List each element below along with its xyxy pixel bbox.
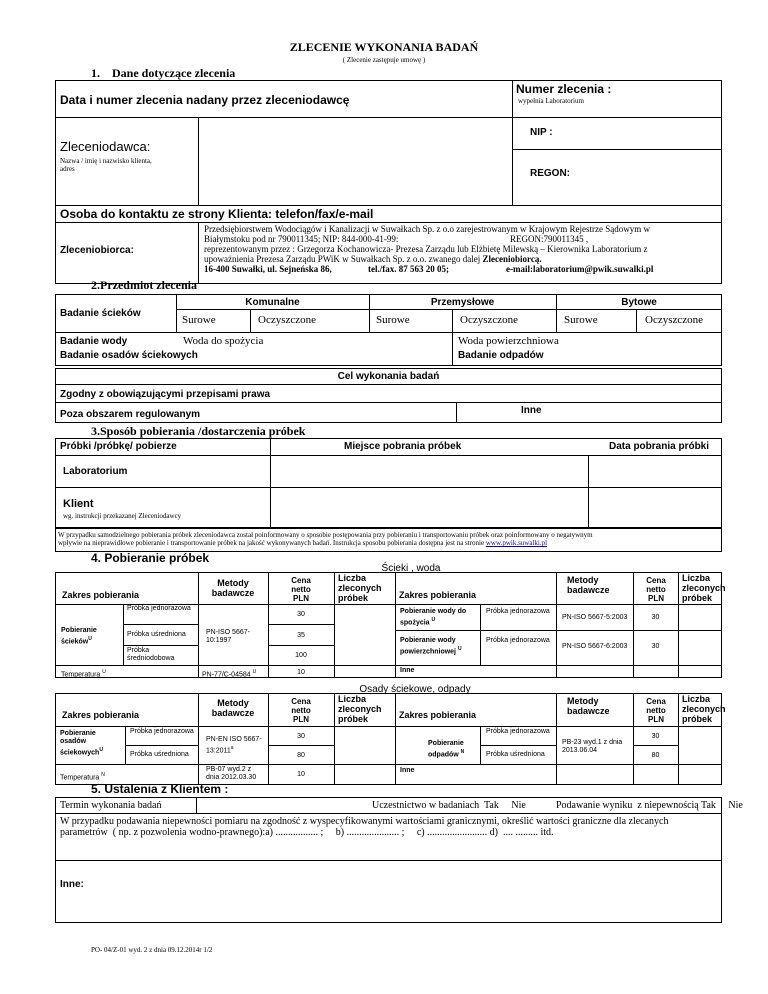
- zb-line1: Przedsiębiorstwem Wodociągów i Kanalizacji w Suwałkach Sp. z o.o zarejestrowanym w Krajowym Rejestrze Sądowym w: [204, 224, 650, 234]
- scieki-cena-sred: 100: [295, 652, 307, 659]
- pobierze-header: Próbki /próbkę/ pobierze: [60, 441, 177, 452]
- pobieranie-sciekow-label: Pobieranie ścieków$^U$: [61, 627, 97, 646]
- laboratorium-option[interactable]: Laboratorium: [63, 466, 128, 477]
- temperatura-label-1: Temperatura $^U$: [61, 669, 106, 679]
- pobieranie-sciekow-text: Pobieranie ścieków: [61, 627, 97, 646]
- komunalne-oczyszczone[interactable]: Oczyszczone: [258, 314, 317, 326]
- bytowe-surowe[interactable]: Surowe: [564, 314, 598, 326]
- badanie-wody-label: Badanie wody: [60, 336, 128, 347]
- zb-line5: [204, 264, 720, 274]
- pobieranie-osadow-text: Pobieranie osadów ściekowych: [60, 730, 100, 757]
- woda-spozycia-probka[interactable]: Próbka jednorazowa: [486, 608, 550, 615]
- info-line2: [58, 539, 718, 547]
- przemyslowe-oczyszczone[interactable]: Oczyszczone: [460, 314, 519, 326]
- miejsce-header: Miejsce pobrania próbek: [344, 441, 462, 452]
- data-numer-label: Data i numer zlecenia nadany przez zleceniodawcę: [60, 93, 350, 107]
- inne-notes-label: Inne:: [60, 879, 84, 890]
- zb-line2: [204, 234, 720, 244]
- woda-pow-probka[interactable]: Próbka jednorazowa: [486, 637, 550, 644]
- cena-header-3: Cena netto PLN: [291, 697, 311, 724]
- odpady-probka-usredniona[interactable]: Próbka uśredniona: [486, 751, 545, 758]
- zb-nip: ; NIP: 844-000-41-99:: [317, 234, 399, 244]
- zb-line4: upoważnienia Prezesa Zarządu PWiK w Suwałkach Sp. z o.o. zwanego dalej Zleceniobiorcą.: [204, 254, 542, 264]
- badanie-odpadow-option[interactable]: Badanie odpadów: [458, 350, 544, 361]
- section2-heading: 2.Przedmiot zlecenia: [91, 278, 197, 292]
- wody-pow-label: Pobieranie wody powierzchniowej $^U$: [400, 637, 462, 656]
- zb-upowaznienie: upoważnienia Prezesa Zarządu PWiK w Suwałkach Sp. z o.o. zwanego dalej: [204, 254, 483, 264]
- wody-pow-text: Pobieranie wody powierzchniowej: [400, 637, 457, 656]
- metody-header-3: Metody badawcze: [211, 698, 255, 718]
- data-pobrania-header: Data pobrania próbki: [609, 441, 710, 452]
- badanie-sciekow-label: Badanie ścieków: [60, 308, 141, 319]
- form-footer: PO- 04/Z-01 wyd. 2 z dnia 09.12.2014r 1/2: [91, 946, 213, 954]
- bytowe-oczyszczone[interactable]: Oczyszczone: [645, 314, 704, 326]
- klient-sub: wg. instrukcji przekazanej Zleceniodawcy: [63, 512, 182, 520]
- scieki-probka-jednorazowa[interactable]: Próbka jednorazowa: [127, 605, 191, 612]
- inne-label-2: Inne: [400, 767, 415, 774]
- para-line1: W przypadku podawania niepewności pomiaru na zgodność z wyspecyfikowanymi wartościami granicznymi, określić wartości graniczne dla zlecanych: [60, 816, 669, 827]
- temperatura-label-2: Temperatura $^N$: [60, 772, 105, 782]
- temperatura-metoda-1: PN-77/C-04584 $^U$: [202, 669, 257, 679]
- info-line1: W przypadku samodzielnego pobierania próbek zleceniodawca został poinformowany o sposobie postępowania przy pobieraniu i transportowaniu próbek oraz poinformowany o negatywnym: [58, 531, 593, 539]
- metody-header-1: Metody badawcze: [211, 578, 255, 598]
- przemyslowe-header: Przemysłowe: [430, 297, 495, 308]
- wody-spozycia-label: Pobieranie wody do spożycia $^U$: [400, 608, 467, 627]
- zb-email: e-mail:laboratorium@pwik.suwalki.pl: [506, 264, 654, 274]
- osoba-kontakt-label: Osoba do kontaktu ze strony Klienta: telefon/fax/e-mail: [60, 207, 374, 221]
- zakres-header-3: Zakres pobierania: [62, 710, 140, 720]
- osady-cena-usr: 80: [297, 752, 305, 759]
- cena-header-1: Cena netto PLN: [291, 576, 311, 603]
- zakres-header-2: Zakres pobierania: [399, 590, 477, 600]
- scieki-cena-usr: 35: [297, 632, 305, 639]
- metody-header-4: Metody badawcze: [567, 696, 610, 716]
- liczba-header-3: Liczba zleconych próbek: [338, 694, 382, 724]
- zb-address: 16-400 Suwałki, ul. Sejneńska 86,: [204, 264, 332, 274]
- cena-header-2: Cena netto PLN: [646, 576, 666, 603]
- liczba-header-4: Liczba zleconych próbek: [682, 694, 726, 724]
- temperatura-text-1: Temperatura: [61, 671, 101, 679]
- zleceniobiorca-label: Zleceniobiorca:: [60, 245, 134, 256]
- info-text: [58, 531, 718, 547]
- woda-do-spozycia-option[interactable]: Woda do spożycia: [183, 335, 264, 347]
- section4-heading: 4. Pobieranie próbek: [91, 551, 210, 565]
- cena-header-4: Cena netto PLN: [646, 697, 666, 724]
- zleceniodawca-sub2: adres: [60, 165, 75, 173]
- section3-heading: 3.Sposób pobierania /dostarczenia próbek: [91, 424, 306, 438]
- temperatura-cena-2: 10: [297, 771, 305, 778]
- document-subtitle: ( Zlecenie zastępuje umowę ): [342, 56, 426, 64]
- cel-inne-option[interactable]: Inne: [521, 405, 542, 416]
- badanie-osadow-option[interactable]: Badanie osadów ściekowych: [60, 350, 198, 361]
- document-title: ZLECENIE WYKONANIA BADAŃ: [289, 40, 479, 54]
- section1-heading: 1. Dane dotyczące zlecenia: [91, 66, 236, 80]
- section5-heading: 5. Ustalenia z Klientem :: [91, 782, 229, 796]
- woda-spozycia-metoda: PN-ISO 5667-5:2003: [562, 614, 628, 621]
- info-line2-text: wpływie na nieprawidłowe pobieranie i transportowanie próbek na jakość wykonywanych badań. Instrukcja sposobu pobierania dostępna jest na stronie: [58, 539, 486, 547]
- temperatura-cena-1: 10: [297, 669, 305, 676]
- odpady-cena-jedn: 30: [651, 733, 660, 740]
- temperatura-text-2: Temperatura: [60, 774, 100, 782]
- osady-probka-jednorazowa[interactable]: Próbka jednorazowa: [130, 728, 194, 735]
- uczestnictwo-option[interactable]: Uczestnictwo w badaniach Tak Nie: [372, 800, 526, 811]
- scieki-cena-jedn: 30: [297, 611, 305, 618]
- scieki-metoda-pn-iso: PN-ISO 5667-10:1997: [206, 629, 250, 644]
- komunalne-surowe[interactable]: Surowe: [182, 314, 216, 326]
- poza-obszarem-option[interactable]: Poza obszarem regulowanym: [60, 409, 201, 420]
- odpady-metoda: PB-23 wyd.1 z dnia 2013.06.04: [562, 739, 623, 754]
- nip-label: NIP :: [530, 127, 553, 138]
- pobieranie-odpadow-text: Pobieranie odpadów: [428, 740, 464, 759]
- pobieranie-odpadow-label: Pobieranie odpadów $^N$: [428, 740, 465, 759]
- zb-krs: Białymstoku pod nr 790011345: [204, 234, 318, 244]
- zb-regon: REGON:790011345 ,: [510, 234, 589, 244]
- zb-phone: tel./fax. 87 563 20 05;: [368, 264, 449, 274]
- scieki-woda-header: Ścieki , woda: [381, 563, 441, 574]
- website-link[interactable]: www.pwik.suwalki.pl: [485, 539, 548, 547]
- zakres-header-1: Zakres pobierania: [62, 590, 140, 600]
- osady-metoda: PN-EN ISO 5667-13:2011$^a$: [206, 736, 262, 755]
- woda-spozycia-cena: 30: [651, 614, 660, 621]
- liczba-header-2: Liczba zleconych próbek: [682, 573, 726, 603]
- zleceniobiorca-details: [204, 224, 720, 274]
- osady-cena-jedn: 30: [297, 733, 305, 740]
- liczba-header-1: Liczba zleconych próbek: [338, 573, 382, 603]
- wody-spozycia-text: Pobieranie wody do spożycia: [400, 608, 467, 627]
- numer-zlecenia-sub: wypełnia Laboratorium: [518, 97, 584, 105]
- scieki-probka-usredniona[interactable]: Próbka uśredniona: [127, 631, 186, 638]
- zleceniodawca-sub1: Nazwa / imię i nazwisko klienta,: [60, 157, 152, 165]
- osady-odpady-header: Osady ściekowe, odpady: [359, 684, 471, 695]
- przemyslowe-surowe[interactable]: Surowe: [376, 314, 410, 326]
- zgodny-z-przepisami-option[interactable]: Zgodny z obowiązującymi przepisami prawa: [60, 389, 271, 400]
- klient-option[interactable]: Klient: [63, 498, 94, 510]
- metody-header-2: Metody badawcze: [567, 575, 610, 595]
- zleceniodawca-label: Zleceniodawca:: [60, 139, 151, 154]
- komunalne-header: Komunalne: [245, 297, 300, 308]
- niepewnosc-paragraph: [60, 816, 720, 838]
- pn-en-iso-text: PN-EN ISO 5667-13:2011: [206, 736, 262, 755]
- regon-label: REGON:: [530, 168, 570, 179]
- woda-pow-cena: 30: [651, 643, 660, 650]
- woda-pow-metoda: PN-ISO 5667-6:2003: [562, 643, 628, 650]
- para-line2: parametrów ( np. z pozwolenia wodno-prawnego):a) ................. ; b) ..................... ; c) ........................ d) .... ......... itd.: [60, 827, 554, 838]
- podawanie-niepewnosci-option[interactable]: Podawanie wyniku z niepewnością Tak Nie: [556, 800, 743, 811]
- inne-label-1: Inne: [400, 667, 415, 674]
- pobieranie-osadow-label: Pobieranie osadów ściekowych$^U$: [60, 730, 103, 757]
- numer-zlecenia-label: Numer zlecenia :: [516, 82, 612, 96]
- cel-wykonania-header: Cel wykonania badań: [337, 371, 440, 382]
- termin-label: Termin wykonania badań: [60, 800, 162, 811]
- zakres-header-4: Zakres pobierania: [399, 710, 477, 720]
- osady-probka-usredniona[interactable]: Próbka uśredniona: [130, 751, 189, 758]
- woda-powierzchniowa-option[interactable]: Woda powierzchniowa: [458, 335, 559, 347]
- bytowe-header: Bytowe: [621, 297, 657, 308]
- pn77-text: PN-77/C-04584: [202, 671, 251, 679]
- zb-line3: reprezentowanym przez : Grzegorza Kochanowicza- Prezesa Zarządu lub Elżbietę Milewską – Kierownika Laboratorium z: [204, 244, 648, 254]
- temperatura-metoda-2: PB-07 wyd.2 z dnia 2012.03.30: [206, 766, 257, 781]
- zb-zleceniobiorca-bold: Zleceniobiorcą: [482, 254, 540, 264]
- odpady-cena-usr: 80: [651, 752, 660, 759]
- scieki-probka-sredniodobowa[interactable]: Próbka średniodobowa: [127, 647, 175, 662]
- odpady-probka-jednorazowa[interactable]: Próbka jednorazowa: [486, 728, 550, 735]
